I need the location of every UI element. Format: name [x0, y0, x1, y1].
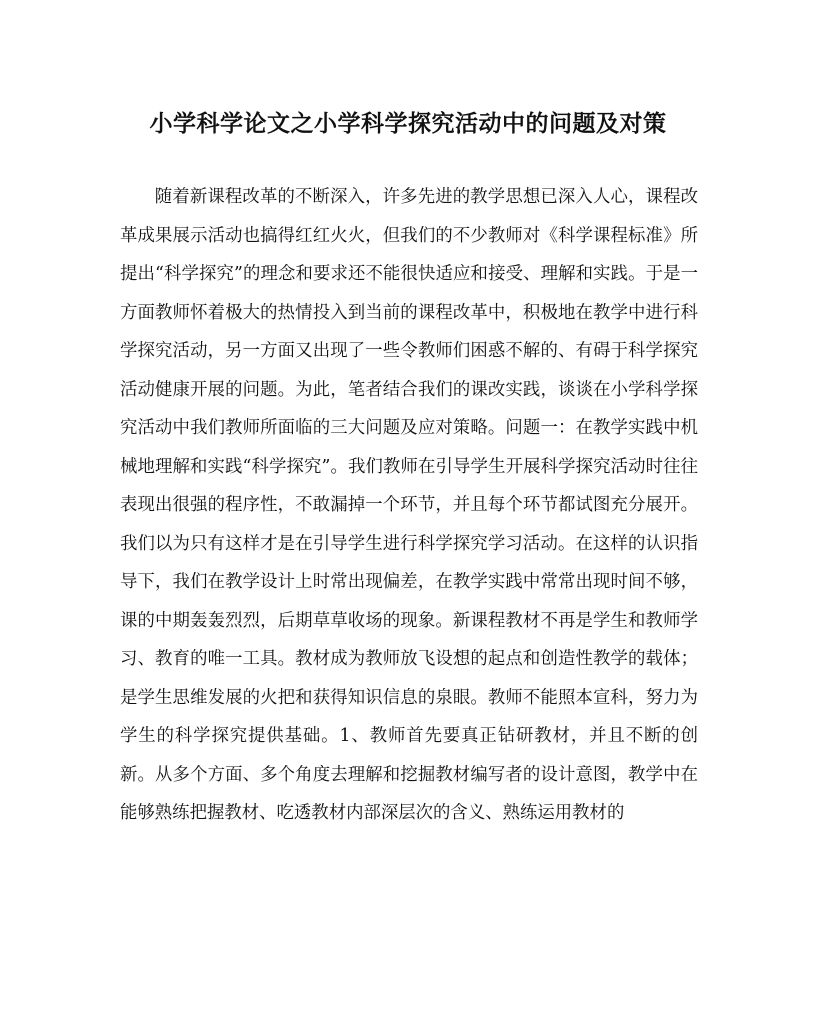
document-title: 小学科学论文之小学科学探究活动中的问题及对策 — [149, 110, 667, 137]
document-body-paragraph: 随着新课程改革的不断深入，许多先进的教学思想已深入人心，课程改革成果展示活动也搞得红红火火，但我们的不少教师对《科学课程标准》所提出“科学探究”的理念和要求还不能很快适应和接受、理解和实践。于是一方面教师怀着极大的热情投入到当前的课程改革中，积极地在教学中进行科学探究活动，另一方面又出现了一些令教师们困惑不解的、有碍于科学探究活动健康开展的问题。为此，笔者结合我们的课改实践，谈谈在小学科学探究活动中我们教师所面临的三大问题及应对策略。问题一：在教学实践中机械地理解和实践“科学探究”。我们教师在引导学生开展科学探究活动时往往表现出很强的程序性，不敢漏掉一个环节，并且每个环节都试图充分展开。我们以为只有这样才是在引导学生进行科学探究学习活动。在这样的认识指导下，我们在教学设计上时常出现偏差，在教学实践中常常出现时间不够，课的中期轰轰烈烈，后期草草收场的现象。新课程教材不再是学生和教师学习、教育的唯一工具。教材成为教师放飞设想的起点和创造性教学的载体；是学生思维发展的火把和获得知识信息的泉眼。教师不能照本宣科，努力为学生的科学探究提供基础。1、教师首先要真正钻研教材，并且不断的创新。从多个方面、多个角度去理解和挖掘教材编写者的设计意图，教学中在能够熟练把握教材、吃透教材内部深层次的含义、熟练运用教材的 — [120, 187, 698, 823]
